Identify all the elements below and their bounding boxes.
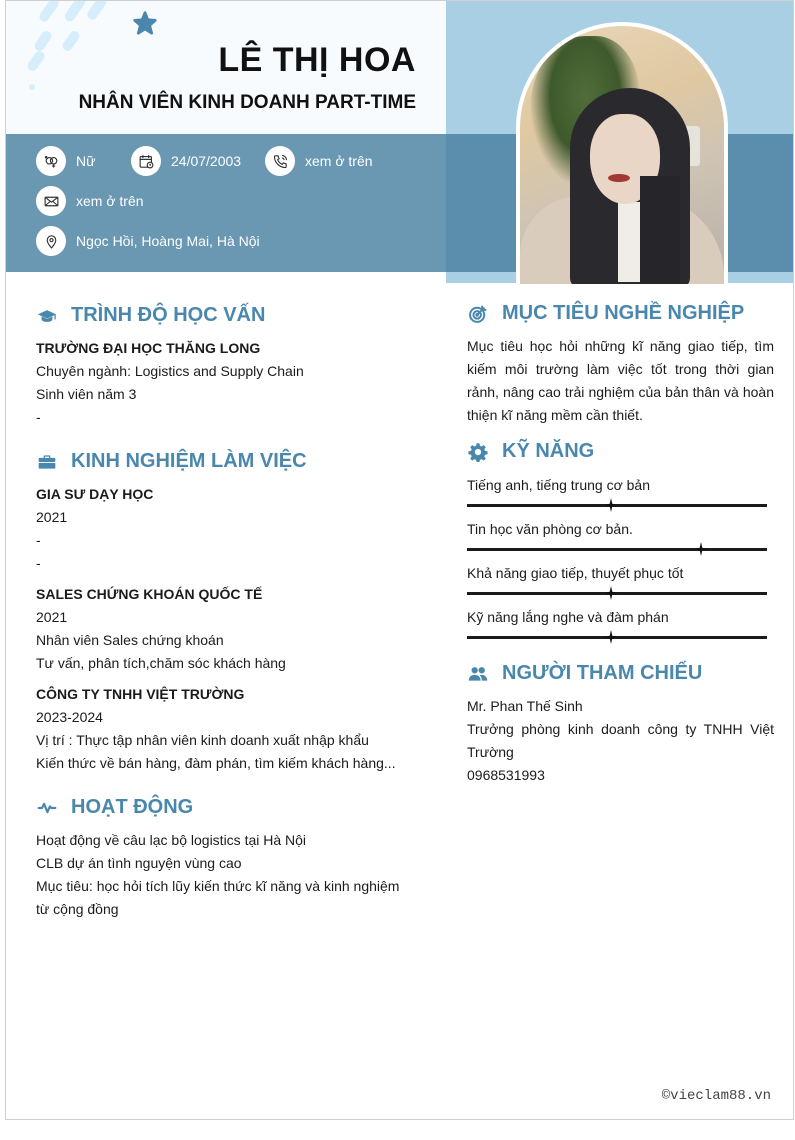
reference-phone: 0968531993	[467, 767, 545, 783]
education-line: Sinh viên năm 3	[36, 386, 137, 402]
star-icon	[132, 11, 158, 37]
skill-level-bar	[467, 548, 767, 551]
reference-name: Mr. Phan Thế Sinh	[467, 698, 583, 714]
references-heading: NGƯỜI THAM CHIẾU	[467, 662, 702, 685]
pulse-icon	[36, 797, 58, 819]
skill-label: Khả năng giao tiếp, thuyết phục tốt	[467, 565, 684, 581]
experience-heading: KINH NGHIỆM LÀM VIỆC	[36, 450, 307, 473]
target-icon	[467, 303, 489, 325]
experience-title: GIA SƯ DẠY HỌC	[36, 486, 154, 502]
experience-line: Tư vấn, phân tích,chăm sóc khách hàng	[36, 655, 286, 671]
objective-heading: MỤC TIÊU NGHỀ NGHIỆP	[467, 302, 744, 325]
skill-label: Tiếng anh, tiếng trung cơ bản	[467, 477, 651, 493]
activity-line: Hoạt động về câu lạc bộ logistics tại Hà Nội	[36, 832, 307, 848]
gear-icon	[467, 441, 489, 463]
activities-heading: HOẠT ĐỘNG	[36, 796, 193, 819]
gender-value: Nữ	[76, 153, 96, 169]
phone-value: xem ở trên	[305, 153, 373, 169]
experience-line: -	[36, 555, 41, 571]
profile-photo-frame	[516, 22, 728, 284]
experience-line: Kiến thức về bán hàng, đàm phán, tìm kiếm khách hàng...	[36, 755, 396, 771]
objective-text: Mục tiêu học hỏi những kĩ năng giao tiếp, tìm kiếm môi trường làm việc tốt trong thời gian rảnh, nâng cao trải nghiệm của bản thân và hoàn thiện kĩ năng mềm cần thiết.	[467, 338, 774, 423]
experience-line: Vị trí : Thực tập nhân viên kinh doanh xuất nhập khẩu	[36, 732, 369, 748]
experience-period: 2023-2024	[36, 709, 103, 725]
education-line: -	[36, 409, 41, 425]
gender-icon	[36, 146, 66, 176]
education-school: TRƯỜNG ĐẠI HỌC THĂNG LONG	[36, 340, 261, 356]
experience-line: Nhân viên Sales chứng khoán	[36, 632, 224, 648]
location-icon	[36, 226, 66, 256]
job-title: NHÂN VIÊN KINH DOANH PART-TIME	[78, 92, 416, 113]
skill-level-bar	[467, 592, 767, 595]
skill-label: Tin học văn phòng cơ bản.	[467, 521, 633, 537]
cv-page	[5, 0, 794, 1120]
graduation-cap-icon	[36, 305, 58, 327]
phone-icon	[265, 146, 295, 176]
candidate-name: LÊ THỊ HOA	[218, 41, 416, 79]
skills-heading: KỸ NĂNG	[467, 440, 594, 463]
skill-level-marker	[604, 630, 618, 644]
users-icon	[467, 663, 489, 685]
experience-period: 2021	[36, 509, 68, 525]
skill-level-bar	[467, 636, 767, 639]
decor-dot	[29, 84, 35, 90]
email-value: xem ở trên	[76, 193, 144, 209]
education-line: Chuyên ngành: Logistics and Supply Chain	[36, 363, 304, 379]
email-icon	[36, 186, 66, 216]
skill-level-marker	[604, 498, 618, 512]
contact-email	[36, 186, 144, 216]
watermark: ©vieclam88.vn	[661, 1088, 771, 1104]
education-heading: TRÌNH ĐỘ HỌC VẤN	[36, 304, 265, 327]
calendar-icon	[131, 146, 161, 176]
contact-birthday	[131, 146, 241, 176]
reference-position: Trưởng phòng kinh doanh công ty TNHH Việt Trường	[467, 721, 774, 760]
profile-photo	[520, 26, 724, 284]
skill-level-bar	[467, 504, 767, 507]
skill-level-marker	[694, 542, 708, 556]
experience-title: SALES CHỨNG KHOÁN QUỐC TẾ	[36, 586, 263, 602]
birthday-value: 24/07/2003	[171, 153, 242, 169]
contact-address	[36, 226, 260, 256]
briefcase-icon	[36, 451, 58, 473]
skill-level-marker	[604, 586, 618, 600]
skill-label: Kỹ năng lắng nghe và đàm phán	[467, 609, 669, 625]
experience-period: 2021	[36, 609, 68, 625]
contact-gender	[36, 146, 95, 176]
activity-line: CLB dự án tình nguyện vùng cao	[36, 855, 242, 871]
activity-line: Mục tiêu: học hỏi tích lũy kiến thức kĩ năng và kinh nghiệm từ cộng đồng	[36, 878, 400, 917]
address-value: Ngọc Hồi, Hoàng Mai, Hà Nội	[76, 233, 260, 249]
experience-line: -	[36, 532, 41, 548]
experience-title: CÔNG TY TNHH VIỆT TRƯỜNG	[36, 686, 245, 702]
contact-phone	[265, 146, 373, 176]
